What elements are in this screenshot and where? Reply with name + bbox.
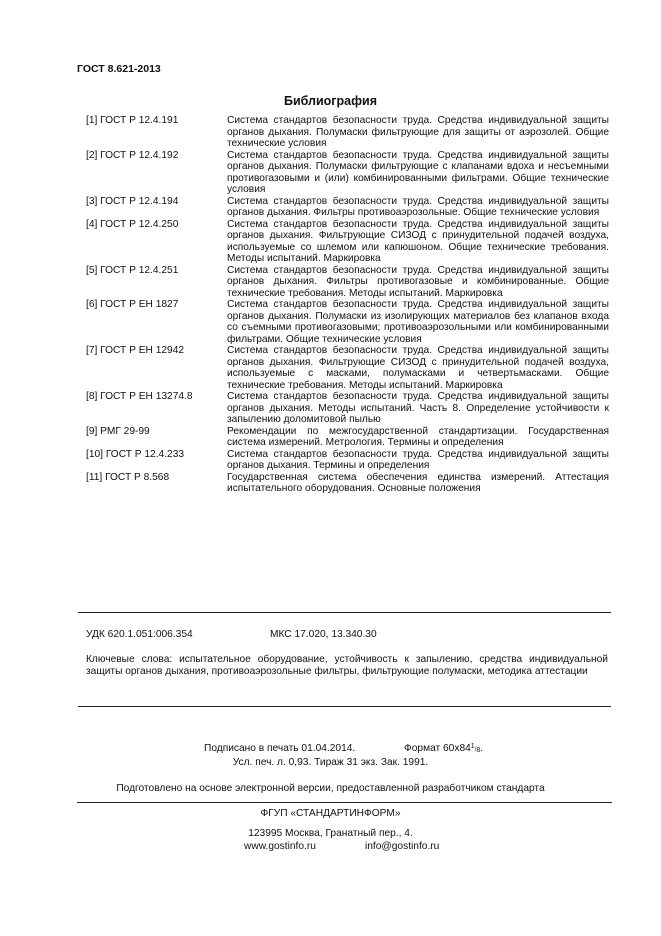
entry-reference: [10] ГОСТ Р 12.4.233 [86,448,185,460]
print-info: Усл. печ. л. 0,93. Тираж 31 экз. Зак. 1991. [232,757,429,768]
entry-reference: [2] ГОСТ Р 12.4.192 [86,149,179,161]
bibliography-entry [86,449,609,472]
bibliography-entry [86,472,609,495]
prepared-note: Подготовлено на основе электронной версии, предоставленной разработчиком стандарта [116,783,545,794]
entry-title: Рекомендации по межгосударственной стандартизации. Государственная система измерений. Метрология. Термины и определения [227,425,609,448]
bibliography-entry [86,219,609,265]
entry-reference: [8] ГОСТ Р ЕН 13274.8 [86,391,193,402]
publisher-email-link[interactable]: info@gostinfo.ru [365,841,440,852]
bibliography-entry [86,115,609,150]
entry-title: Государственная система обеспечения единства измерений. Аттестация испытательного оборудования. Основные положения [227,471,609,494]
print-format: Формат $60x84^1/8$. [404,743,484,754]
entry-title: Система стандартов безопасности труда. Средства индивидуальной защиты органов дыхания. Фильтрующие СИЗОД с принудительной подачей воздуха, используемые с масками, полумасками и четвертьмасками. Общие технические требования. Методы испытаний. Маркировка [227,345,609,391]
entry-title: Система стандартов безопасности труда. Средства индивидуальной защиты органов дыхания. Полумаски фильтрующие с клапанами вдоха и несъемными противогазовыми и (или) комбинированными фильтрами. Общие технические условия [227,149,609,195]
entry-reference: [1] ГОСТ Р 12.4.191 [86,115,179,126]
entry-reference: [6] ГОСТ Р ЕН 1827 [86,299,179,310]
document-code: ГОСТ 8.621-2013 [77,63,161,75]
top-divider [78,612,611,613]
mks-code: МКС 17.020, 13.340.30 [270,629,377,640]
entry-title: Система стандартов безопасности труда. Средства индивидуальной защиты органов дыхания. Фильтрующие СИЗОД с принудительной подачей воздуха, используемые со шлемом или капюшоном. Общие технические требования. Методы испытаний. Маркировка [227,218,609,264]
bibliography-entry [86,345,609,391]
udk-code: УДК 620.1.051:006.354 [86,629,193,640]
publisher-divider [77,802,612,803]
bibliography-entry [86,299,609,345]
bibliography-list [86,115,609,495]
entry-reference: [7] ГОСТ Р ЕН 12942 [86,345,185,356]
bibliography-entry [86,196,609,219]
bibliography-entry [86,265,609,300]
entry-title: Система стандартов безопасности труда. Средства индивидуальной защиты органов дыхания. Методы испытаний. Часть 8. Определение устойчивости к запылению доломитовой пылью [227,391,609,425]
entry-reference: [9] РМГ 29-99 [86,425,150,437]
entry-title: Система стандартов безопасности труда. Средства индивидуальной защиты органов дыхания. Полумаски из изолирующих материалов без клапанов входа со съемными противогазовыми; противоаэрозольными или комбинированными фильтрами. Общие технические условия [227,299,609,345]
keywords: Ключевые слова: испытательное оборудование, устойчивость к запылению, средства индивидуальной защиты органов дыхания, противоаэрозольные фильтры, фильтрующие полумаски, методика аттестации [86,654,608,677]
entry-reference: [11] ГОСТ Р 8.568 [86,471,170,483]
entry-title: Система стандартов безопасности труда. Средства индивидуальной защиты органов дыхания. Фильтры противогазовые и комбинированные. Общие технические требования. Методы испытаний. Маркировка [227,264,609,299]
bottom-divider [78,706,611,707]
print-format-prefix: Формат 60x84 [404,743,471,754]
bibliography-entry [86,426,609,449]
publisher-website-link[interactable]: www.gostinfo.ru [244,841,316,852]
bibliography-entry [86,391,609,426]
entry-title: Система стандартов безопасности труда. Средства индивидуальной защиты органов дыхания. Полумаски фильтрующие для защиты от аэрозолей. Общие технические условия [227,115,609,149]
bibliography-entry [86,150,609,196]
bibliography-title: Библиография [283,94,378,108]
print-format-denominator: 8 [476,747,481,754]
entry-title: Система стандартов безопасности труда. Средства индивидуальной защиты органов дыхания. Фильтры противоаэрозольные. Общие технические условия [227,195,609,218]
publisher-name: ФГУП «СТАНДАРТИНФОРМ» [260,808,401,819]
entry-reference: [3] ГОСТ Р 12.4.194 [86,195,179,207]
entry-title: Система стандартов безопасности труда. Средства индивидуальной защиты органов дыхания. Термины и определения [227,448,609,471]
print-format-numerator: 1 [470,743,475,750]
publisher-address: 123995 Москва, Гранатный пер., 4. [248,828,413,839]
signed-date: Подписано в печать 01.04.2014. [204,743,356,754]
entry-reference: [5] ГОСТ Р 12.4.251 [86,264,179,276]
entry-reference: [4] ГОСТ Р 12.4.250 [86,218,179,230]
